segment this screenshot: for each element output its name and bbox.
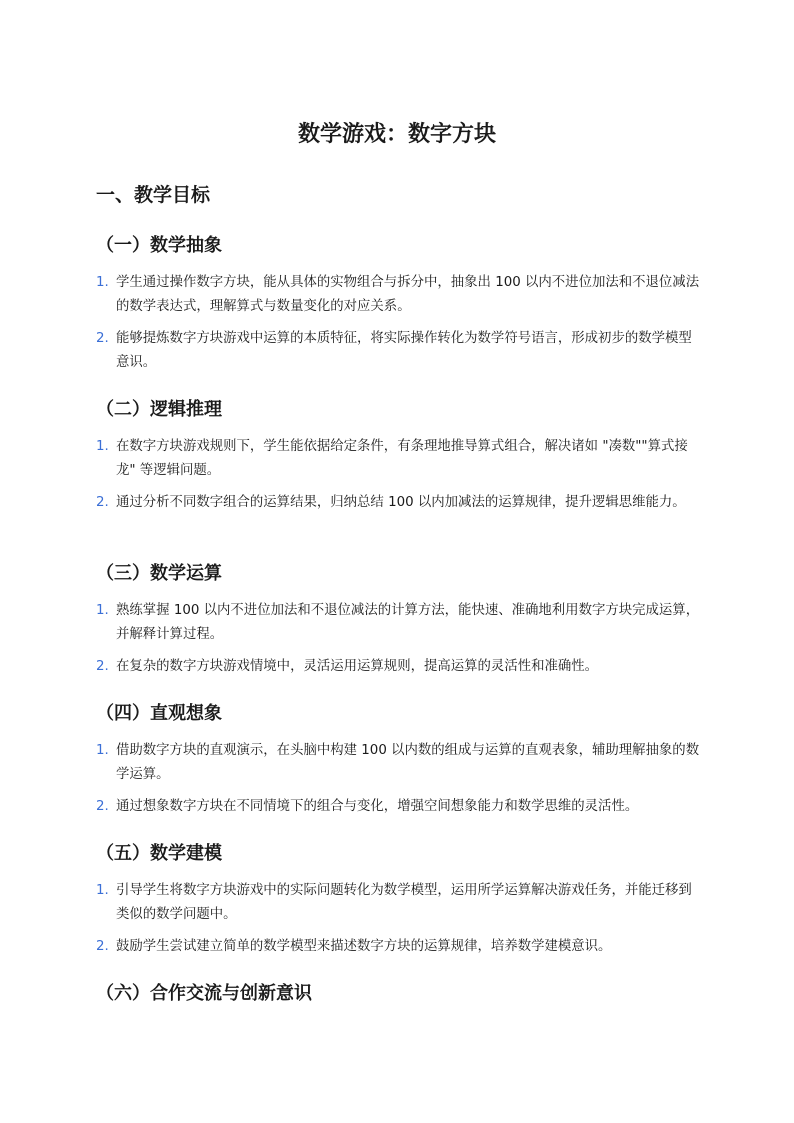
list-item bbox=[96, 327, 700, 375]
list-item bbox=[96, 655, 700, 679]
list-item-text: 学生通过操作数字方块，能从具体的实物组合与拆分中，抽象出 100 以内不进位加法和不退位减法的数学表达式，理解算式与数量变化的对应关系。 bbox=[116, 275, 700, 314]
list-number: 1. bbox=[96, 603, 109, 618]
list-number: 2. bbox=[96, 331, 109, 346]
list-number: 2. bbox=[96, 495, 109, 510]
list-number: 1. bbox=[96, 275, 109, 290]
subsection-heading-modeling: （五）数学建模 bbox=[96, 843, 222, 864]
subsection-heading-abstraction: （一）数学抽象 bbox=[96, 235, 222, 256]
list-item-text: 通过想象数字方块在不同情境下的组合与变化，增强空间想象能力和数学思维的灵活性。 bbox=[116, 799, 639, 814]
list-item bbox=[96, 879, 700, 927]
subsection-list-reasoning bbox=[96, 435, 700, 523]
list-item-text: 引导学生将数字方块游戏中的实际问题转化为数学模型，运用所学运算解决游戏任务，并能迁移到类似的数学问题中。 bbox=[116, 883, 692, 922]
list-item-text: 在复杂的数字方块游戏情境中，灵活运用运算规则，提高运算的灵活性和准确性。 bbox=[116, 659, 599, 674]
list-item-text: 在数字方块游戏规则下，学生能依据给定条件，有条理地推导算式组合，解决诸如 "凑数""算式接龙" 等逻辑问题。 bbox=[116, 439, 688, 478]
subsection-heading-collaboration: （六）合作交流与创新意识 bbox=[96, 983, 312, 1004]
list-number: 1. bbox=[96, 743, 109, 758]
list-number: 1. bbox=[96, 883, 109, 898]
list-item bbox=[96, 739, 700, 787]
list-item bbox=[96, 599, 700, 647]
list-number: 2. bbox=[96, 799, 109, 814]
list-item-text: 借助数字方块的直观演示，在头脑中构建 100 以内数的组成与运算的直观表象，辅助理解抽象的数学运算。 bbox=[116, 743, 700, 782]
list-item-text: 能够提炼数字方块游戏中运算的本质特征，将实际操作转化为数学符号语言，形成初步的数学模型意识。 bbox=[116, 331, 692, 370]
list-item bbox=[96, 795, 700, 819]
list-item-text: 通过分析不同数字组合的运算结果，归纳总结 100 以内加减法的运算规律，提升逻辑思维能力。 bbox=[116, 495, 686, 510]
subsection-list-imagination bbox=[96, 739, 700, 827]
subsection-list-operations bbox=[96, 599, 700, 687]
subsection-heading-imagination: （四）直观想象 bbox=[96, 703, 222, 724]
list-number: 1. bbox=[96, 439, 109, 454]
list-item bbox=[96, 935, 700, 959]
list-number: 2. bbox=[96, 939, 109, 954]
subsection-list-modeling bbox=[96, 879, 700, 967]
subsection-heading-operations: （三）数学运算 bbox=[96, 563, 222, 584]
list-item bbox=[96, 491, 700, 515]
subsection-list-abstraction bbox=[96, 271, 700, 383]
section-heading-goals: 一、教学目标 bbox=[96, 184, 211, 206]
list-item bbox=[96, 271, 700, 319]
list-item bbox=[96, 435, 700, 483]
subsection-heading-reasoning: （二）逻辑推理 bbox=[96, 399, 222, 420]
page-title: 数学游戏：数字方块 bbox=[297, 122, 496, 147]
list-item-text: 鼓励学生尝试建立简单的数学模型来描述数字方块的运算规律，培养数学建模意识。 bbox=[116, 939, 612, 954]
list-item-text: 熟练掌握 100 以内不进位加法和不退位减法的计算方法，能快速、准确地利用数字方块完成运算，并解释计算过程。 bbox=[116, 603, 700, 642]
list-number: 2. bbox=[96, 659, 109, 674]
